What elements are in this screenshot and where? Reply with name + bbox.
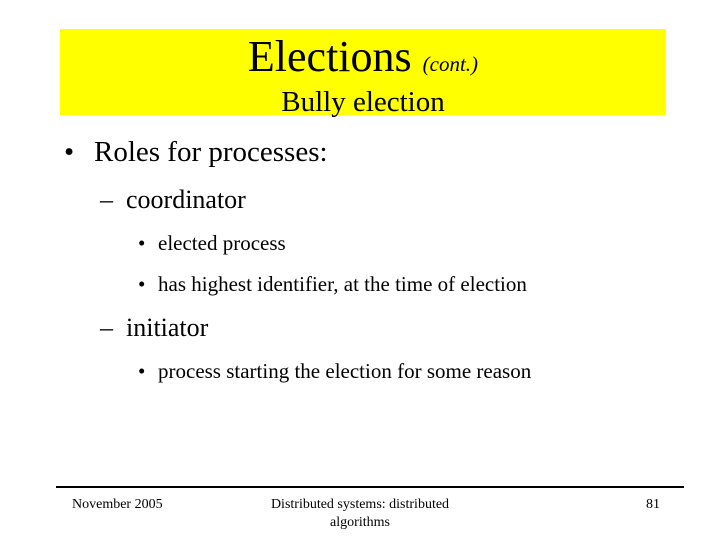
footer-course-line2: algorithms — [330, 515, 390, 530]
list-item-process-starting — [138, 359, 531, 383]
footer-divider — [56, 486, 684, 488]
slide-subtitle: Bully election — [281, 86, 445, 118]
sub-bullet-initiator — [100, 313, 208, 343]
title-banner — [60, 29, 666, 118]
bullet-marker: • — [138, 272, 146, 296]
sub-bullet-coordinator — [100, 185, 246, 215]
list-item-highest-identifier — [138, 272, 527, 296]
bullet-marker: • — [138, 359, 146, 383]
bullet-roles — [64, 136, 328, 168]
list-item-text: has highest identifier, at the time of election — [158, 272, 527, 296]
list-item-text: process starting the election for some reason — [158, 359, 532, 383]
dash-marker: – — [100, 313, 113, 342]
coordinator-text: coordinator — [126, 185, 246, 214]
bullet-roles-text: Roles for processes: — [94, 136, 328, 168]
footer-course-line1: Distributed systems: distributed — [270, 497, 450, 512]
footer-course — [250, 496, 470, 532]
bullet-marker: • — [64, 136, 75, 168]
initiator-text: initiator — [126, 313, 209, 342]
footer-date: November 2005 — [72, 497, 163, 512]
bullet-marker: • — [138, 231, 146, 255]
page-number: 81 — [646, 497, 660, 512]
list-item-elected-process — [138, 231, 286, 255]
title-text: Elections — [247, 32, 412, 81]
dash-marker: – — [100, 185, 113, 214]
title-suffix: (cont.) — [422, 52, 479, 76]
slide-title — [60, 33, 666, 88]
list-item-text: elected process — [158, 231, 286, 255]
